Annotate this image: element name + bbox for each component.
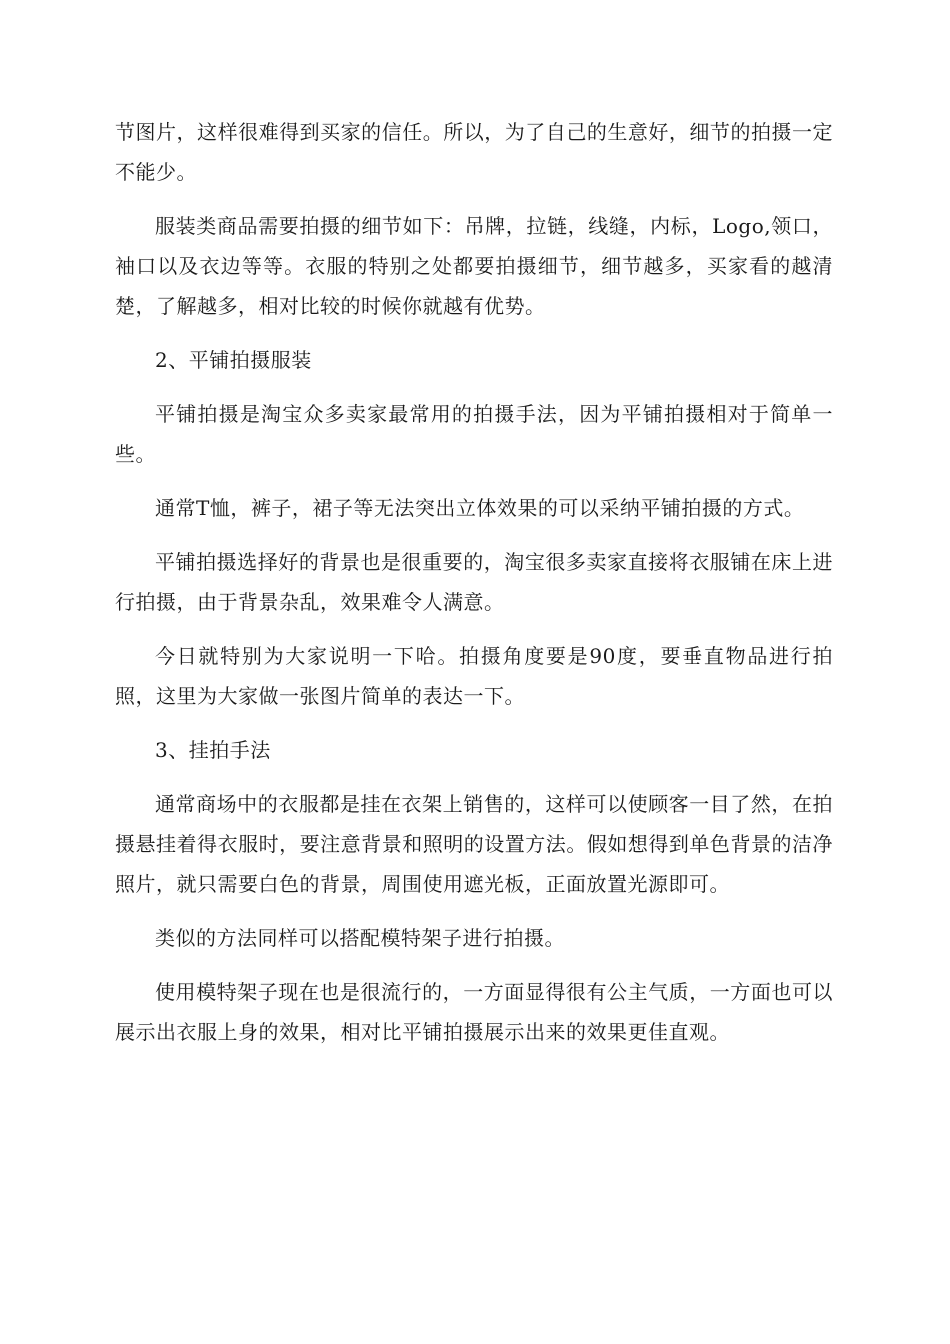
paragraph-flat-lay-intro: 平铺拍摄是淘宝众多卖家最常用的拍摄手法，因为平铺拍摄相对于简单一些。 [115,402,833,466]
paragraph-mannequin-benefits: 使用模特架子现在也是很流行的，一方面显得很有公主气质，一方面也可以展示出衣服上身的效果，相对比平铺拍摄展示出来的效果更佳直观。 [115,980,833,1044]
paragraph-hanging-method: 通常商场中的衣服都是挂在衣架上销售的，这样可以使顾客一目了然，在拍摄悬挂着得衣服时，要注意背景和照明的设置方法。假如想得到单色背景的洁净照片，就只需要白色的背景，周围使用遮光板，正面放置光源即可。 [115,792,833,896]
paragraph-flat-lay-items: 通常T恤，裤子，裙子等无法突出立体效果的可以采纳平铺拍摄的方式。 [155,496,805,520]
paragraph-mannequin-similar: 类似的方法同样可以搭配模特架子进行拍摄。 [155,926,565,950]
paragraph-flat-lay-background: 平铺拍摄选择好的背景也是很重要的，淘宝很多卖家直接将衣服铺在床上进行拍摄，由于背景杂乱，效果难令人满意。 [115,550,833,614]
section-heading-hanging: 3、挂拍手法 [155,738,271,762]
paragraph-flat-lay-angle: 今日就特别为大家说明一下哈。拍摄角度要是90度，要垂直物品进行拍照，这里为大家做一张图片简单的表达一下。 [115,644,833,708]
paragraph-clothing-details: 服装类商品需要拍摄的细节如下：吊牌，拉链，线缝，内标，Logo,领口，袖口以及衣边等等。衣服的特别之处都要拍摄细节，细节越多，买家看的越清楚，了解越多，相对比较的时候你就越有优势。 [115,214,833,318]
paragraph-continuation: 节图片，这样很难得到买家的信任。所以，为了自己的生意好，细节的拍摄一定不能少。 [115,120,833,184]
section-heading-flat-lay: 2、平铺拍摄服装 [155,348,312,372]
document-page [115,112,833,1066]
